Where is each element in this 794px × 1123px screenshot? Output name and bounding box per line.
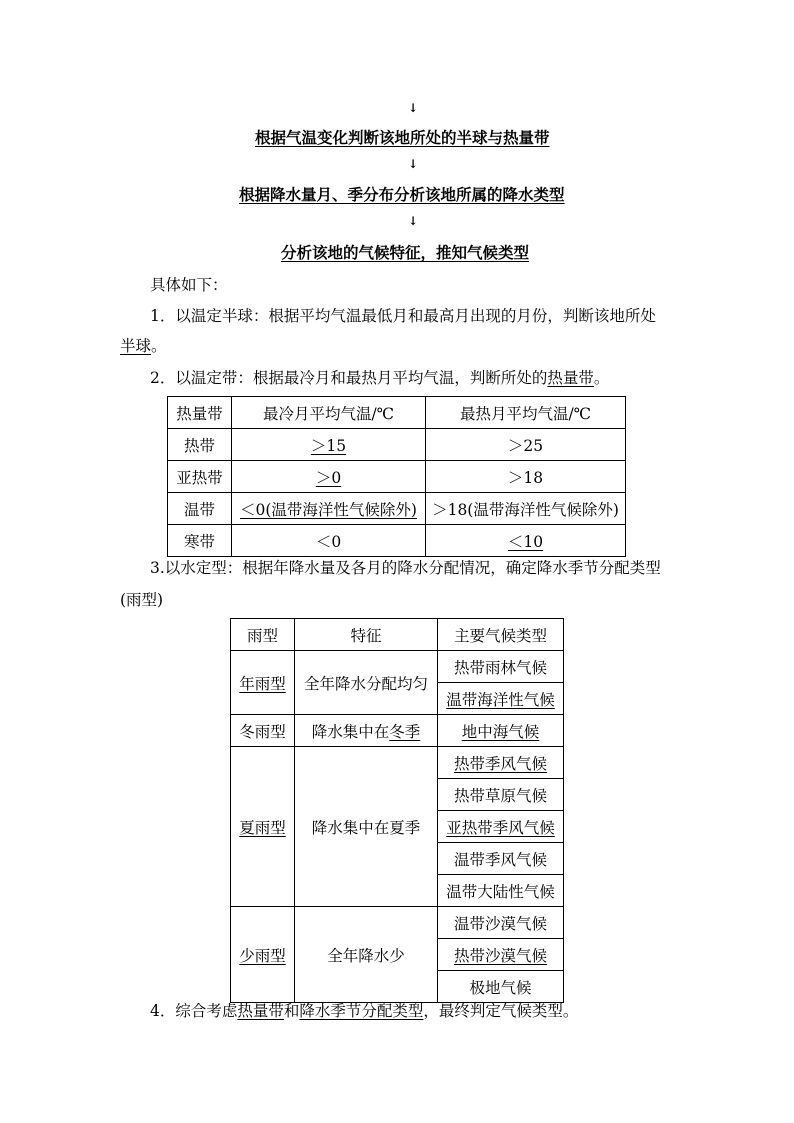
table-header-row <box>231 619 564 651</box>
table-cell: 全年降水少 <box>295 907 438 1003</box>
flow-arrow-2: ↓ <box>408 157 419 171</box>
table-cell: ＜0 <box>232 525 426 557</box>
flow-arrow-1: ↓ <box>408 101 419 115</box>
table-row <box>168 525 626 557</box>
item-1-underline: 半球 <box>120 337 152 355</box>
table-cell: ＞25 <box>426 429 626 461</box>
flow-step-2: 根据降水量月、季分布分析该地所属的降水类型 <box>239 185 565 204</box>
table-header-cell: 热量带 <box>168 397 232 429</box>
table-header-cell: 主要气候类型 <box>438 619 564 651</box>
table-row <box>168 493 626 525</box>
table-cell: 夏雨型 <box>231 747 295 907</box>
item-4-text: 4．综合考虑热量带和降水季节分配类型，最终判定气候类型。 <box>150 1002 579 1020</box>
table-cell: 温带大陆性气候 <box>438 875 564 907</box>
table-header-cell: 最热月平均气温/℃ <box>426 397 626 429</box>
rainfall-type-table <box>230 618 564 1003</box>
table-cell: 热带 <box>168 429 232 461</box>
table-row <box>231 747 564 779</box>
table-cell: 热带雨林气候 <box>438 651 564 683</box>
table-row <box>168 461 626 493</box>
table-cell: 降水集中在冬季 <box>295 715 438 747</box>
table-cell: 温带沙漠气候 <box>438 907 564 939</box>
table-cell: ＞18 <box>426 461 626 493</box>
table-cell: ＜0(温带海洋性气候除外) <box>232 493 426 525</box>
item-4-underline-2: 降水季节分配类型 <box>299 1002 424 1020</box>
table-cell: 全年降水分配均匀 <box>295 651 438 715</box>
table-cell: 温带 <box>168 493 232 525</box>
item-3-line-1: 3.以水定型：根据年降水量及各月的降水分配情况，确定降水季节分配类型 <box>150 559 661 577</box>
flow-arrow-3: ↓ <box>408 214 419 228</box>
table-cell: 温带海洋性气候 <box>438 683 564 715</box>
item-2-underline: 热量带 <box>547 369 594 387</box>
item-4-underline-1: 热量带 <box>237 1002 284 1020</box>
table-cell: 寒带 <box>168 525 232 557</box>
intro-text: 具体如下： <box>150 276 228 294</box>
item-1-line-1: 1．以温定半球：根据平均气温最低月和最高月出现的月份，判断该地所处 <box>150 307 656 325</box>
table-header-cell: 雨型 <box>231 619 295 651</box>
thermal-zone-table <box>167 396 626 557</box>
flow-step-1: 根据气温变化判断该地所处的半球与热量带 <box>255 128 550 147</box>
table-cell: 极地气候 <box>438 971 564 1003</box>
table-cell: 冬雨型 <box>231 715 295 747</box>
item-2-text: 2．以温定带：根据最冷月和最热月平均气温，判断所处的热量带。 <box>150 369 610 387</box>
table-cell: 温带季风气候 <box>438 843 564 875</box>
table-cell: 年雨型 <box>231 651 295 715</box>
table-cell: ＞15 <box>232 429 426 461</box>
table-row <box>231 651 564 683</box>
table-cell: 亚热带 <box>168 461 232 493</box>
table-cell: 地中海气候 <box>438 715 564 747</box>
table-header-row <box>168 397 626 429</box>
table-cell: 亚热带季风气候 <box>438 811 564 843</box>
table-cell: 热带季风气候 <box>438 747 564 779</box>
table-cell: ＞0 <box>232 461 426 493</box>
table-row <box>231 715 564 747</box>
table-cell: 少雨型 <box>231 907 295 1003</box>
table-cell: 热带草原气候 <box>438 779 564 811</box>
table-cell: 降水集中在夏季 <box>295 747 438 907</box>
table-header-cell: 最冷月平均气温/℃ <box>232 397 426 429</box>
table-row <box>231 907 564 939</box>
flow-step-3: 分析该地的气候特征，推知气候类型 <box>281 243 530 262</box>
table-header-cell: 特征 <box>295 619 438 651</box>
item-1-line-2: 半球。 <box>120 337 167 355</box>
table-cell: 热带沙漠气候 <box>438 939 564 971</box>
item-3-line-2: (雨型) <box>120 591 164 609</box>
table-cell: ＜10 <box>426 525 626 557</box>
table-row <box>168 429 626 461</box>
table-cell: ＞18(温带海洋性气候除外) <box>426 493 626 525</box>
